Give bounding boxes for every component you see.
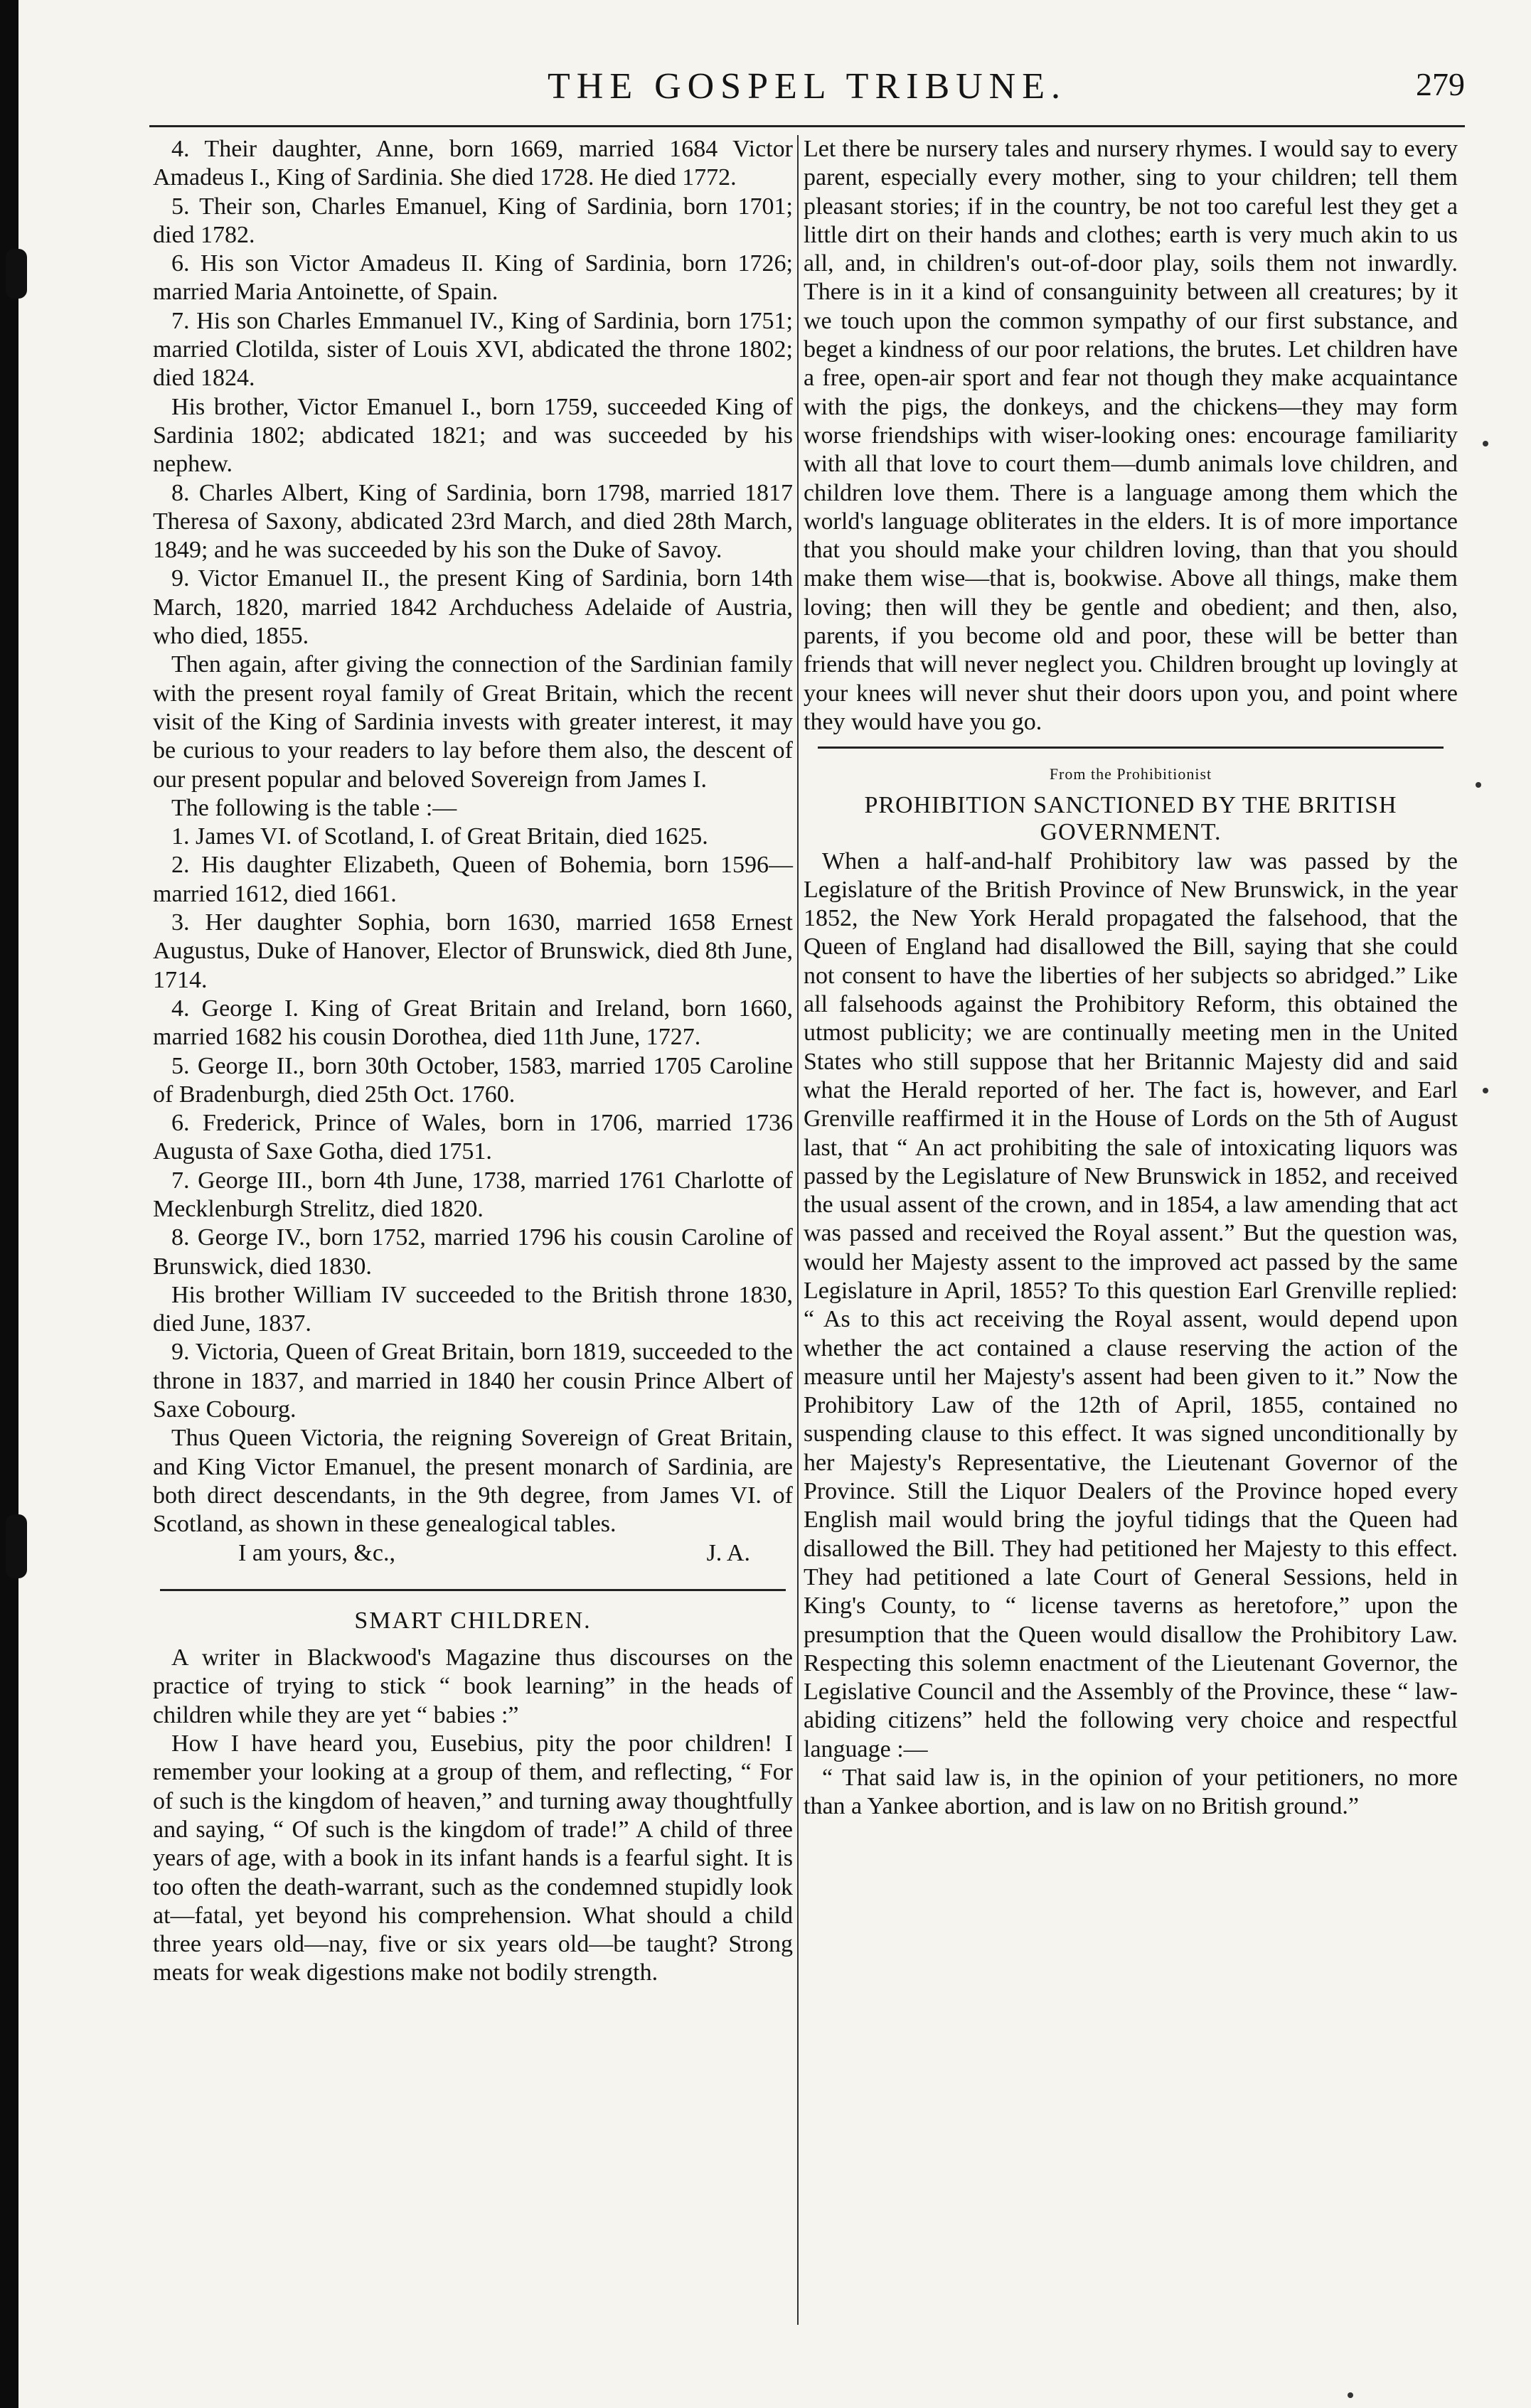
print-speck xyxy=(1483,1088,1488,1093)
left-column xyxy=(153,135,793,1988)
binding-stain xyxy=(6,1514,27,1578)
signature-line xyxy=(153,1539,793,1568)
source-attribution: From the Prohibitionist xyxy=(1049,765,1212,783)
article-paragraph: A writer in Blackwood's Magazine thus discourses on the practice of trying to stick “ book learning” in the heads of children while they are yet “ babies :” xyxy=(153,1644,793,1728)
genealogy-entry: 4. George I. King of Great Britain and Ireland, born 1660, married 1682 his cousin Dorothea, died 11th June, 1727. xyxy=(153,995,793,1051)
genealogy-entry: 7. George III., born 4th June, 1738, married 1761 Charlotte of Mecklenburgh Strelitz, died 1820. xyxy=(153,1167,793,1222)
genealogy-entry: His brother William IV succeeded to the British throne 1830, died June, 1837. xyxy=(153,1281,793,1337)
genealogy-entry: 8. George IV., born 1752, married 1796 his cousin Caroline of Brunswick, died 1830. xyxy=(153,1224,793,1280)
table-intro: The following is the table :— xyxy=(171,794,457,821)
print-speck xyxy=(1348,2392,1353,2398)
column-divider xyxy=(797,135,799,2325)
genealogy-entry: 5. Their son, Charles Emanuel, King of Sardinia, born 1701; died 1782. xyxy=(153,193,793,248)
article-separator xyxy=(160,1589,786,1591)
binding-stain xyxy=(6,249,27,299)
article-title: SMART CHILDREN. xyxy=(354,1607,592,1634)
print-speck xyxy=(1476,782,1481,788)
genealogy-entry: 8. Charles Albert, King of Sardinia, born 1798, married 1817 Theresa of Saxony, abdicated 23rd March, and died 28th March, 1849; and he was succeeded by his son the Duke of Savoy. xyxy=(153,479,793,564)
genealogy-entry: 7. His son Charles Emmanuel IV., King of Sardinia, born 1751; married Clotilda, sister of Louis XVI, abdicated the throne 1802; died 1824. xyxy=(153,307,793,392)
genealogy-entry: 9. Victor Emanuel II., the present King of Sardinia, born 14th March, 1820, married 1842 Archduchess Adelaide of Austria, who died, 1855. xyxy=(153,565,793,650)
article-paragraph: When a half-and-half Prohibitory law was passed by the Legislature of the British Province of New Brunswick, in the year 1852, the New York Herald propagated the falsehood, that the Queen of England had disallowed the Bill, saying that she could not consent to have the liberties of her subjects so abridged.” Like all falsehoods against the Prohibitory Reform, this obtained the utmost publicity; we are continually meeting men in the United States who still suppose that her Britannic Majesty did and said what the Herald reported of her. The fact is, however, and Earl Grenville reaffirmed it in the House of Lords on the 5th of August last, that “ An act prohibiting the sale of intoxicating liquors was passed by the Legislature of New Brunswick in 1852, and received the usual assent of the crown, and in 1854, a law amending that act was passed and received the Royal assent.” But the question was, would her Majesty assent to the improved act passed by the same Legislature in April, 1855? To this question Earl Grenville replied: “ As to this act receiving the Royal assent, would depend upon whether the act contained a clause reserving the action of the measure until her Majesty's assent had been given to it.” Now the Prohibitory Law of the 12th of April, 1855, contained no suspending clause to this effect. It was signed unconditionally by her Majesty's Representative, the Lieutenant Governor of the Province. Still the Liquor Dealers of the Province hoped every English mail would bring the joyful tidings that the Queen had disallowed the Bill. They had petitioned her Majesty to this effect. They had petitioned a late Court of General Sessions, held in King's County, to “ license taverns as heretofore,” upon the presumption that the Queen would disallow the Prohibitory Law. Respecting this solemn enactment of the Lieutenant Governor, the Legislative Council and the Assembly of the Province, these “ law-abiding citizens” held the following very choice and respectful language :— xyxy=(804,847,1458,1762)
article-paragraph: “ That said law is, in the opinion of your petitioners, no more than a Yankee abortion, and is law on no British ground.” xyxy=(804,1765,1458,1820)
article-separator xyxy=(818,747,1444,749)
page-number: 279 xyxy=(1416,66,1465,102)
initials: J. A. xyxy=(706,1539,750,1566)
binding-edge xyxy=(0,0,18,2408)
article-paragraph: How I have heard you, Eusebius, pity the poor children! I remember your looking at a group of them, and reflecting, “ For of such is the kingdom of heaven,” and turning away thoughtfully and saying, “ Of such is the kingdom of trade!” A child of three years of age, with a book in its infant hands is a fearful sight. It is too often the death-warrant, such as the condemned stupidly look at—fatal, yet beyond his comprehension. What should a child three years old—nay, five or six years old—be taught? Strong meats for weak digestions make not bodily strength. xyxy=(153,1730,793,1986)
genealogy-entry: 5. George II., born 30th October, 1583, married 1705 Caroline of Bradenburgh, died 25th Oct. 1760. xyxy=(153,1052,793,1108)
genealogy-entry: 6. Frederick, Prince of Wales, born in 1706, married 1736 Augusta of Saxe Gotha, died 1751. xyxy=(153,1110,793,1165)
genealogy-entry: 1. James VI. of Scotland, I. of Great Britain, died 1625. xyxy=(171,823,708,850)
genealogy-entry: 4. Their daughter, Anne, born 1669, married 1684 Victor Amadeus I., King of Sardinia. She died 1728. He died 1772. xyxy=(153,136,793,191)
genealogy-entry: 6. His son Victor Amadeus II. King of Sardinia, born 1726; married Maria Antoinette, of Spain. xyxy=(153,250,793,306)
article-headline: PROHIBITION SANCTIONED BY THE BRITISH GOVERNMENT. xyxy=(864,791,1397,845)
right-column xyxy=(804,135,1458,1821)
page-header xyxy=(149,65,1465,129)
article-paragraph: Let there be nursery tales and nursery rhymes. I would say to every parent, especially every mother, sing to your children; tell them pleasant stories; if in the country, be not too careful lest they get a little dirt on their hands and clothes; earth is very much akin to us all, and, in children's out-of-door play, soils them not inwardly. There is in it a kind of consanguinity between all creatures; by it we touch upon the common sympathy of our first substance, and beget a kindness of our poor relations, the brutes. Let children have a free, open-air sport and fear not though they make acquaintance with the pigs, the donkeys, and the chickens—they may form worse friendships with wiser-looking ones: encourage familiarity with all that love to court them—dumb animals love children, and children love them. There is a language among them which the world's language obliterates in the elders. It is of more importance that you should make your children loving, than that you should make them wise—that is, bookwise. Above all things, make them loving; then will they be gentle and obedient; and then, also, parents, if you become old and poor, these will be better than friends that will never neglect you. Children brought up lovingly at your knees will never shut their doors upon you, and point where they would have you go. xyxy=(804,136,1458,735)
genealogy-entry: 3. Her daughter Sophia, born 1630, married 1658 Ernest Augustus, Duke of Hanover, Elector of Brunswick, died 8th June, 1714. xyxy=(153,909,793,993)
genealogy-entry: 2. His daughter Elizabeth, Queen of Bohemia, born 1596—married 1612, died 1661. xyxy=(153,852,793,907)
genealogy-entry: 9. Victoria, Queen of Great Britain, born 1819, succeeded to the throne in 1837, and married in 1840 her cousin Prince Albert of Saxe Cobourg. xyxy=(153,1339,793,1423)
print-speck xyxy=(1483,441,1488,446)
signoff: I am yours, &c., xyxy=(238,1539,395,1566)
header-rule xyxy=(149,125,1465,127)
running-title: THE GOSPEL TRIBUNE. xyxy=(548,66,1067,107)
genealogy-entry: His brother, Victor Emanuel I., born 1759, succeeded King of Sardinia 1802; abdicated 1821; and was succeeded by his nephew. xyxy=(153,393,793,478)
conclusion-paragraph: Thus Queen Victoria, the reigning Sovereign of Great Britain, and King Victor Emanuel, the present monarch of Sardinia, are both direct descendants, in the 9th degree, from James VI. of Scotland, as shown in these genealogical tables. xyxy=(153,1425,793,1538)
transition-paragraph: Then again, after giving the connection of the Sardinian family with the present royal family of Great Britain, which the recent visit of the King of Sardinia invests with greater interest, it may be curious to your readers to lay before them also, the descent of our present popular and beloved Sovereign from James I. xyxy=(153,651,793,793)
